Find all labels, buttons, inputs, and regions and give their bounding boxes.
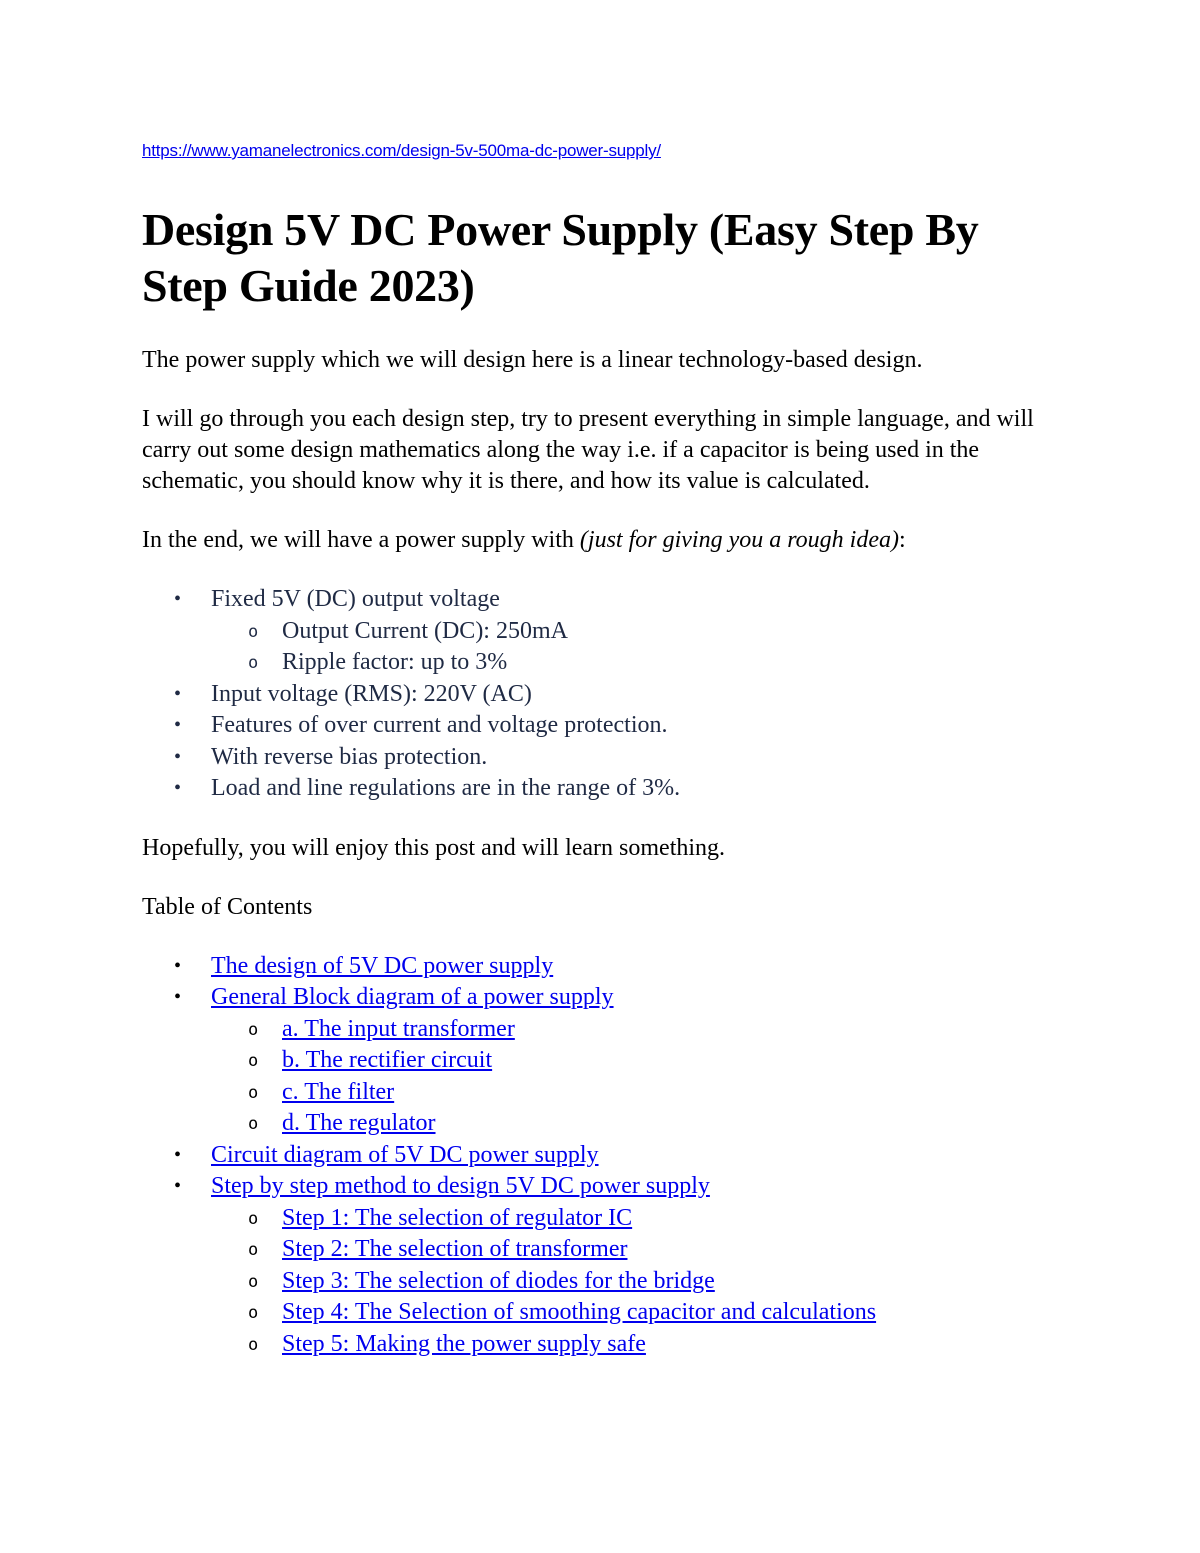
toc-item — [211, 1329, 1062, 1361]
toc-link-filter[interactable]: c. The filter — [282, 1078, 395, 1105]
toc-link-circuit-diagram[interactable]: Circuit diagram of 5V DC power supply — [211, 1141, 599, 1168]
sub-bullet-icon: o — [248, 1208, 259, 1229]
toc-item — [211, 1014, 1062, 1046]
toc-item — [142, 982, 1062, 1140]
toc-link-step-2[interactable]: Step 2: The selection of transformer — [282, 1236, 628, 1262]
toc-link-input-transformer[interactable]: a. The input transformer — [282, 1015, 515, 1042]
source-url-link[interactable]: https://www.yamanelectronics.com/design-5v-500ma-dc-power-supply/ — [142, 141, 661, 160]
title-line-2: Step Guide 2023) — [142, 260, 475, 311]
sub-bullet-icon: o — [248, 621, 259, 642]
bullet-icon: • — [174, 1143, 182, 1166]
toc-item — [142, 1171, 1062, 1360]
document-page — [142, 140, 1062, 1360]
toc-sublist — [211, 1014, 1062, 1140]
toc-link-step-by-step[interactable]: Step by step method to design 5V DC power supply — [211, 1173, 710, 1199]
list-item — [142, 710, 1062, 742]
bullet-icon: • — [174, 714, 182, 736]
sub-bullet-icon: o — [248, 1271, 259, 1292]
summary-intro-text: In the end, we will have a power supply with — [142, 527, 580, 553]
sub-bullet-icon: o — [248, 1334, 259, 1355]
toc-link-rectifier[interactable]: b. The rectifier circuit — [282, 1047, 493, 1073]
toc-item — [211, 1108, 1062, 1140]
toc-item — [211, 1234, 1062, 1266]
sub-bullet-icon: o — [248, 1082, 259, 1103]
bullet-icon: • — [174, 682, 182, 705]
sub-bullet-icon: o — [248, 1019, 259, 1040]
sub-bullet-icon: o — [248, 1114, 259, 1134]
toc-link-step-5[interactable]: Step 5: Making the power supply safe — [282, 1330, 646, 1357]
bullet-icon: • — [174, 745, 182, 768]
list-item — [211, 616, 1062, 648]
feature-regulation: Load and line regulations are in the range of 3%. — [211, 775, 681, 801]
sub-bullet-icon: o — [248, 1240, 259, 1260]
bullet-icon: • — [174, 1175, 182, 1197]
design-steps-paragraph: I will go through you each design step, try to present everything in simple language, and will carry out some design mathematics along the way i.e. if a capacitor is being used in the schematic, you should know why it is there, and how its value is calculated. — [142, 406, 1034, 494]
summary-intro-paragraph — [142, 525, 1062, 556]
intro-paragraph: The power supply which we will design here is a linear technology-based design. — [142, 347, 923, 373]
summary-intro-colon: : — [898, 527, 906, 553]
toc-item — [142, 951, 1062, 983]
toc-link-step-3[interactable]: Step 3: The selection of diodes for the bridge — [282, 1267, 715, 1294]
toc-item — [211, 1203, 1062, 1235]
toc-item — [211, 1077, 1062, 1109]
sub-bullet-icon: o — [248, 1051, 259, 1071]
title-line-1: Design 5V DC Power Supply (Easy Step By — [142, 204, 979, 255]
bullet-icon: • — [174, 986, 182, 1008]
list-item — [211, 647, 1062, 679]
closing-paragraph: Hopefully, you will enjoy this post and will learn something. — [142, 834, 726, 861]
feature-ripple-factor: Ripple factor: up to 3% — [282, 649, 508, 675]
list-item — [142, 679, 1062, 711]
toc-item — [142, 1140, 1062, 1172]
summary-intro-italic: (just for giving you a rough idea) — [579, 527, 899, 553]
bullet-icon: • — [174, 777, 182, 799]
bullet-icon: • — [174, 954, 182, 977]
toc-link-design[interactable]: The design of 5V DC power supply — [211, 952, 554, 979]
feature-output-current: Output Current (DC): 250mA — [282, 617, 568, 644]
toc-link-step-1[interactable]: Step 1: The selection of regulator IC — [282, 1204, 633, 1231]
sub-bullet-icon: o — [248, 653, 259, 673]
toc-link-block-diagram[interactable]: General Block diagram of a power supply — [211, 984, 614, 1010]
feature-input-voltage: Input voltage (RMS): 220V (AC) — [211, 680, 532, 707]
toc-sublist — [211, 1203, 1062, 1361]
table-of-contents — [142, 951, 1062, 1361]
toc-item — [211, 1266, 1062, 1298]
feature-protection: Features of over current and voltage protection. — [211, 712, 668, 738]
toc-link-regulator[interactable]: d. The regulator — [282, 1110, 436, 1136]
features-sublist — [211, 616, 1062, 679]
list-item — [142, 742, 1062, 774]
feature-reverse-bias: With reverse bias protection. — [211, 743, 488, 770]
list-item — [142, 773, 1062, 805]
feature-output-voltage: Fixed 5V (DC) output voltage — [211, 586, 500, 612]
toc-heading: Table of Contents — [142, 893, 313, 920]
bullet-icon: • — [174, 588, 182, 610]
toc-item — [211, 1297, 1062, 1329]
list-item — [142, 584, 1062, 679]
toc-link-step-4[interactable]: Step 4: The Selection of smoothing capacitor and calculations — [282, 1299, 877, 1325]
features-list — [142, 584, 1062, 805]
toc-item — [211, 1045, 1062, 1077]
sub-bullet-icon: o — [248, 1303, 259, 1323]
page-title — [142, 202, 1062, 314]
